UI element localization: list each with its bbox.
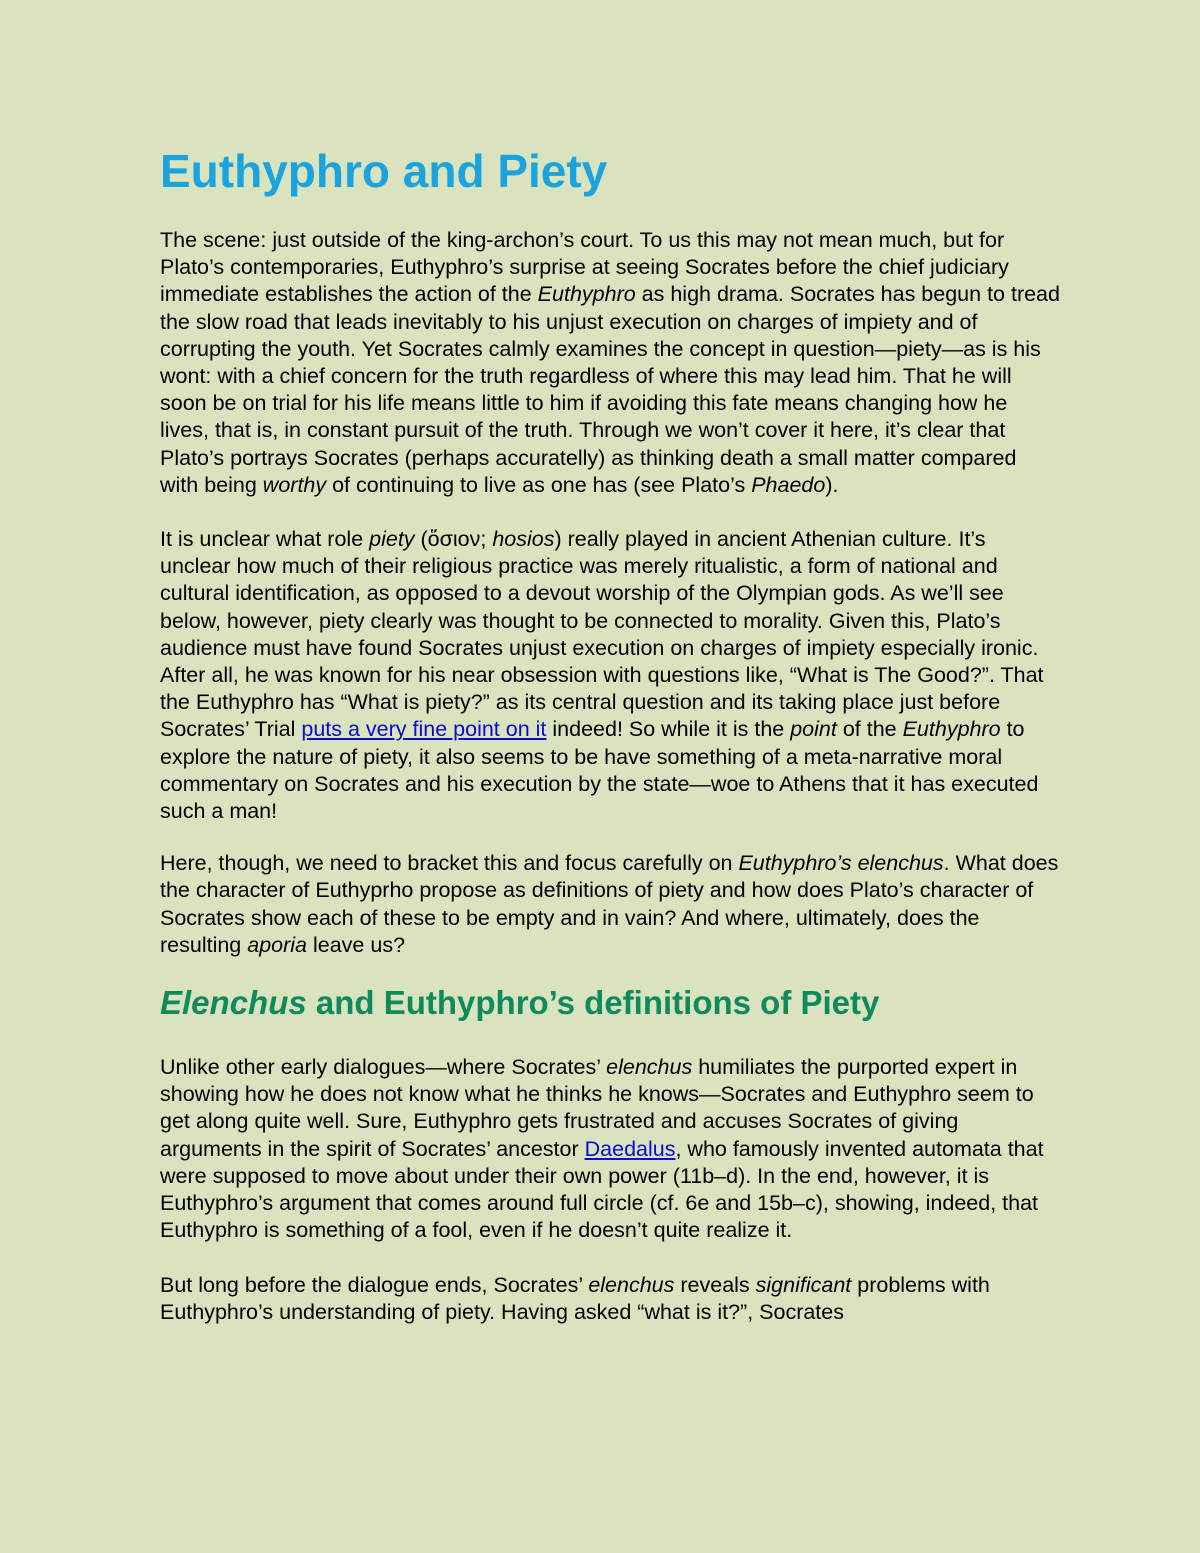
- paragraph-scene: The scene: just outside of the king-archon’s court. To us this may not mean much, but for Plato’s contemporaries, Euthyphro’s surprise at seeing Socrates before the chief judiciary immediate establishes the action of the Euthyphro as high drama. Socrates has begun to tread the slow road that leads inevitably to his unjust execution on charges of impiety and of corrupting the youth. Yet Socrates calmly examines the concept in question—piety—as is his wont: with a chief concern for the truth regardless of where this may lead him. That he will soon be on trial for his life means little to him if avoiding this fate means changing how he lives, that is, in constant pursuit of the truth. Through we won’t cover it here, it’s clear that Plato’s portrays Socrates (perhaps accuratelly) as thinking death a small matter compared with being worthy of continuing to live as one has (see Plato’s Phaedo).: [160, 228, 1060, 497]
- link-fine-point[interactable]: puts a very fine point on it: [301, 717, 547, 742]
- paragraph-early-dialogues: Unlike other early dialogues—where Socrates’ elenchus humiliates the purported expert in showing how he does not know what he thinks he knows—Socrates and Euthyphro seem to get along quite well. Sure, Euthyphro gets frustrated and accuses Socrates of giving arguments in the spirit of Socrates’ ancestor Daedalus, who famously invented automata that were supposed to move about under their own power (11b–d). In the end, however, it is Euthyphro’s argument that comes around full circle (cf. 6e and 15b–c), showing, indeed, that Euthyphro is something of a fool, even if he doesn’t quite realize it.: [160, 1055, 1044, 1243]
- document-page: [160, 140, 1060, 1326]
- link-daedalus[interactable]: Daedalus: [584, 1136, 676, 1161]
- section-heading: Elenchus and Euthyphro’s definitions of Piety: [160, 984, 880, 1022]
- page-title: Euthyphro and Piety: [160, 145, 608, 197]
- paragraph-bracket: Here, though, we need to bracket this and focus carefully on Euthyphro’s elenchus. What does the character of Euthyprho propose as definitions of piety and how does Plato’s character of Socrates show each of these to be empty and in vain? And where, ultimately, does the resulting aporia leave us?: [160, 851, 1059, 957]
- paragraph-elenchus-reveals: But long before the dialogue ends, Socrates’ elenchus reveals significant problems with Euthyphro’s understanding of piety. Having asked “what is it?”, Socrates: [160, 1272, 990, 1324]
- paragraph-piety-role: It is unclear what role piety (ὅσιον; hosios) really played in ancient Athenian culture. It’s unclear how much of their religious practice was merely ritualistic, a form of national and cultural identification, as opposed to a devout worship of the Olympian gods. As we’ll see below, however, piety clearly was thought to be connected to morality. Given this, Plato’s audience must have found Socrates unjust execution on charges of impiety especially ironic. After all, he was known for his near obsession with questions like, “What is The Good?”. That the Euthyphro has “What is piety?” as its central question and its taking place just before Socrates’ Trial puts a very fine point on it indeed! So while it is the point of the Euthyphro to explore the nature of piety, it also seems to be have something of a meta-narrative moral commentary on Socrates and his execution by the state—woe to Athens that it has executed such a man!: [160, 527, 1044, 824]
